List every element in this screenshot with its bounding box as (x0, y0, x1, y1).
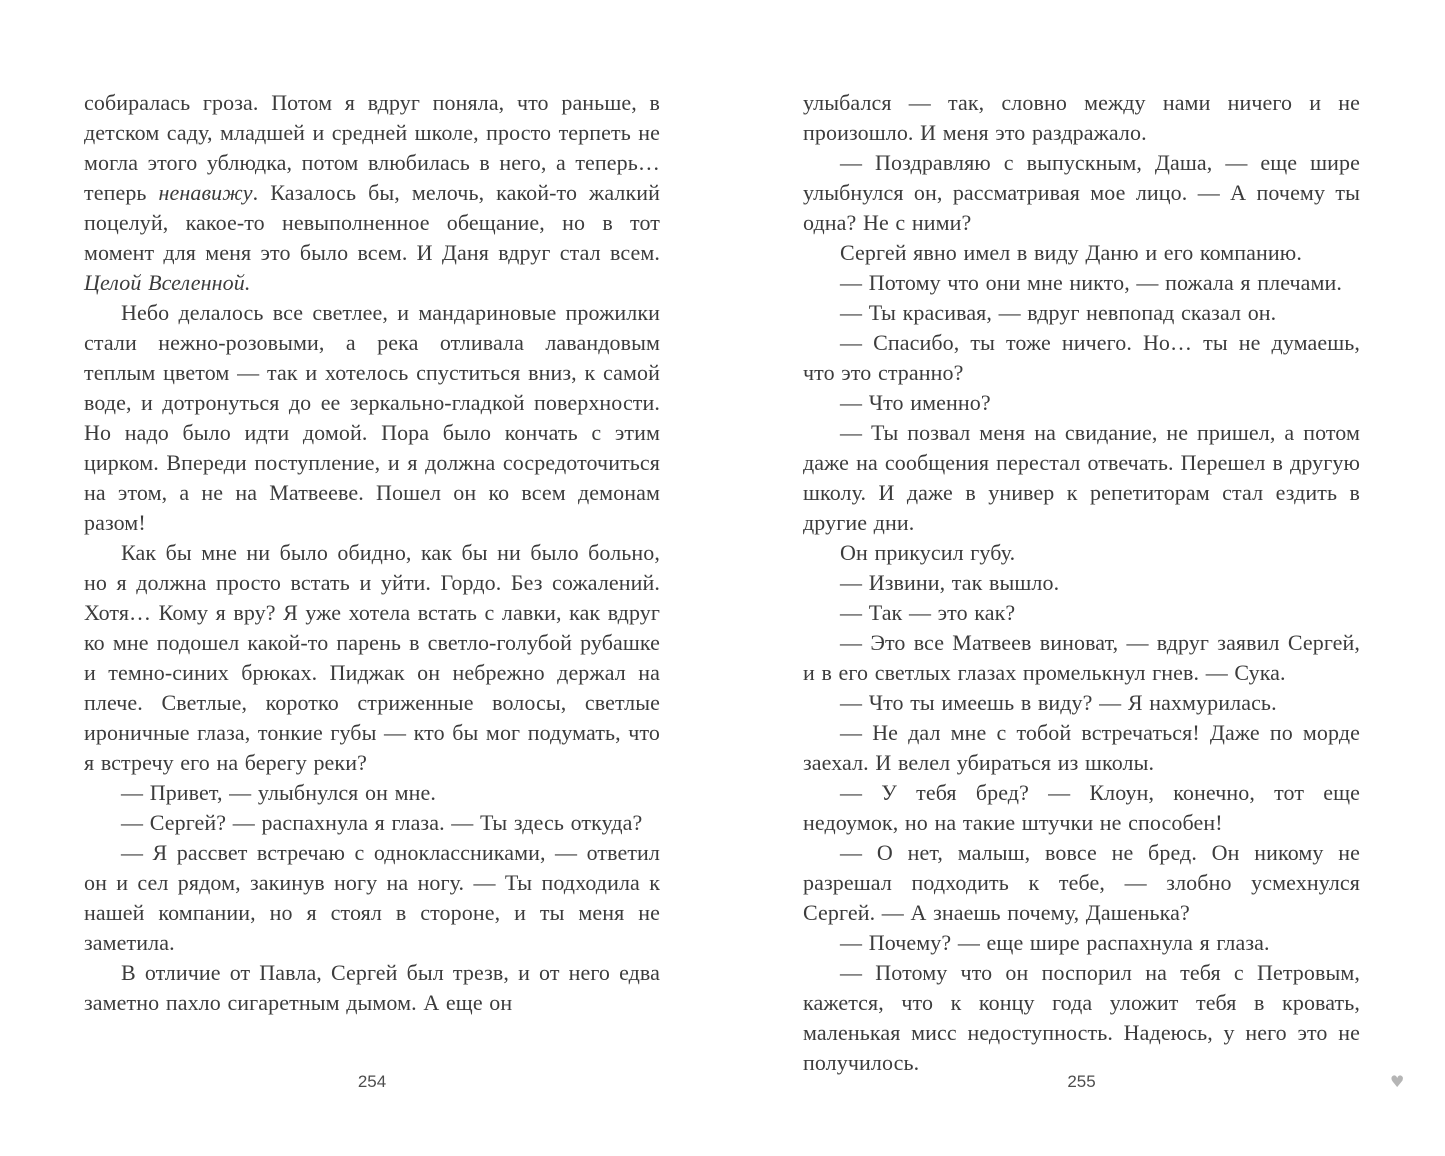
left-page (84, 88, 660, 1018)
paragraph (84, 838, 660, 958)
text-segment: — Это все Матвеев виноват, — вдруг заявил Сергей, и в его светлых глазах промелькнул гнев. — Сука. (803, 630, 1360, 685)
paragraph (803, 88, 1360, 148)
favorite-heart-icon[interactable]: ♥ (1390, 1072, 1405, 1091)
text-segment: Как бы мне ни было обидно, как бы ни было больно, но я должна просто встать и уйти. Гордо. Без сожалений. Хотя… Кому я вру? Я уже хотела встать с лавки, как вдруг ко мне подошел какой-то парень в светло-голубой рубашке и темно-синих брюках. Пиджак он небрежно держал на плече. Светлые, коротко стриженные волосы, светлые ироничные глаза, тонкие губы — кто бы мог подумать, что я встречу его на берегу реки? (84, 540, 660, 775)
text-segment: — Ты красивая, — вдруг невпопад сказал он. (840, 300, 1277, 325)
paragraph (84, 958, 660, 1018)
text-segment: — Что ты имеешь в виду? — Я нахмурилась. (840, 690, 1277, 715)
paragraph (84, 88, 660, 298)
text-segment: — Потому что он поспорил на тебя с Петровым, кажется, что к концу года уложит тебя в кровать, маленькая мисс недоступность. Надеюсь, у него это не получилось. (803, 960, 1360, 1075)
paragraph (84, 778, 660, 808)
paragraph (803, 928, 1360, 958)
paragraph (84, 538, 660, 778)
paragraph (803, 298, 1360, 328)
text-segment: — О нет, малыш, вовсе не бред. Он никому не разрешал подходить к тебе, — злобно усмехнулся Сергей. — А знаешь почему, Дашенька? (803, 840, 1360, 925)
right-page (803, 88, 1360, 1078)
paragraph (84, 298, 660, 538)
paragraph (803, 148, 1360, 238)
text-segment: . Казалось бы, мелочь, какой-то жалкий поцелуй, какое-то невыполненное обещание, но в тот момент для меня это было всем. И Даня вдруг стал всем. (84, 180, 660, 265)
text-segment: — Я рассвет встречаю с одноклассниками, — ответил он и сел рядом, закинув ногу на ногу. — Ты подходила к нашей компании, но я стоял в стороне, и ты меня не заметила. (84, 840, 660, 955)
text-segment: — Извини, так вышло. (840, 570, 1060, 595)
text-segment: улыбался — так, словно между нами ничего и не произошло. И меня это раздражало. (803, 90, 1360, 145)
text-segment: Небо делалось все светлее, и мандариновые прожилки стали нежно-розовыми, а река отливала лавандовым теплым цветом — так и хотелось спуститься вниз, к самой воде, и дотронуться до ее зеркально-гладкой поверхности. Но надо было идти домой. Пора было кончать с этим цирком. Впереди поступление, и я должна сосредоточиться на этом, а не на Матвееве. Пошел он ко всем демонам разом! (84, 300, 660, 535)
text-segment: — У тебя бред? — Клоун, конечно, тот еще недоумок, но на такие штучки не способен! (803, 780, 1360, 835)
paragraph (803, 838, 1360, 928)
text-segment: — Почему? — еще шире распахнула я глаза. (840, 930, 1270, 955)
paragraph (803, 388, 1360, 418)
text-segment: — Что именно? (840, 390, 991, 415)
text-segment: В отличие от Павла, Сергей был трезв, и от него едва заметно пахло сигаретным дымом. А еще он (84, 960, 660, 1015)
text-segment: Сергей явно имел в виду Даню и его компанию. (840, 240, 1302, 265)
text-segment: — Ты позвал меня на свидание, не пришел, а потом даже на сообщения перестал отвечать. Перешел в другую школу. И даже в универ к репетиторам стал ездить в другие дни. (803, 420, 1360, 535)
right-page-text (803, 88, 1360, 1078)
paragraph (803, 328, 1360, 388)
paragraph (803, 628, 1360, 688)
right-page-number: 255 (1067, 1072, 1096, 1091)
paragraph (803, 568, 1360, 598)
text-segment: — Спасибо, ты тоже ничего. Но… ты не думаешь, что это странно? (803, 330, 1360, 385)
text-segment: — Потому что они мне никто, — пожала я плечами. (840, 270, 1343, 295)
italic-text-segment: Целой Вселенной. (84, 270, 251, 295)
text-segment: собиралась гроза. Потом я вдруг поняла, что раньше, в детском саду, младшей и средней школе, просто терпеть не могла этого ублюдка, потом влюбилась в него, а теперь… теперь (84, 90, 660, 205)
text-segment: — Не дал мне с тобой встречаться! Даже по морде заехал. И велел убираться из школы. (803, 720, 1360, 775)
left-page-number: 254 (357, 1072, 387, 1091)
paragraph (803, 418, 1360, 538)
paragraph (803, 688, 1360, 718)
text-segment: — Поздравляю с выпускным, Даша, — еще шире улыбнулся он, рассматривая мое лицо. — А почему ты одна? Не с ними? (803, 150, 1360, 235)
paragraph (803, 718, 1360, 778)
paragraph (803, 778, 1360, 838)
paragraph (803, 268, 1360, 298)
paragraph (84, 808, 660, 838)
paragraph (803, 958, 1360, 1078)
paragraph (803, 538, 1360, 568)
text-segment: — Привет, — улыбнулся он мне. (121, 780, 436, 805)
text-segment: — Сергей? — распахнула я глаза. — Ты здесь откуда? (121, 810, 643, 835)
paragraph (803, 598, 1360, 628)
left-page-text (84, 88, 660, 1018)
italic-text-segment: ненавижу (158, 180, 253, 205)
text-segment: Он прикусил губу. (840, 540, 1016, 565)
paragraph (803, 238, 1360, 268)
text-segment: — Так — это как? (840, 600, 1016, 625)
